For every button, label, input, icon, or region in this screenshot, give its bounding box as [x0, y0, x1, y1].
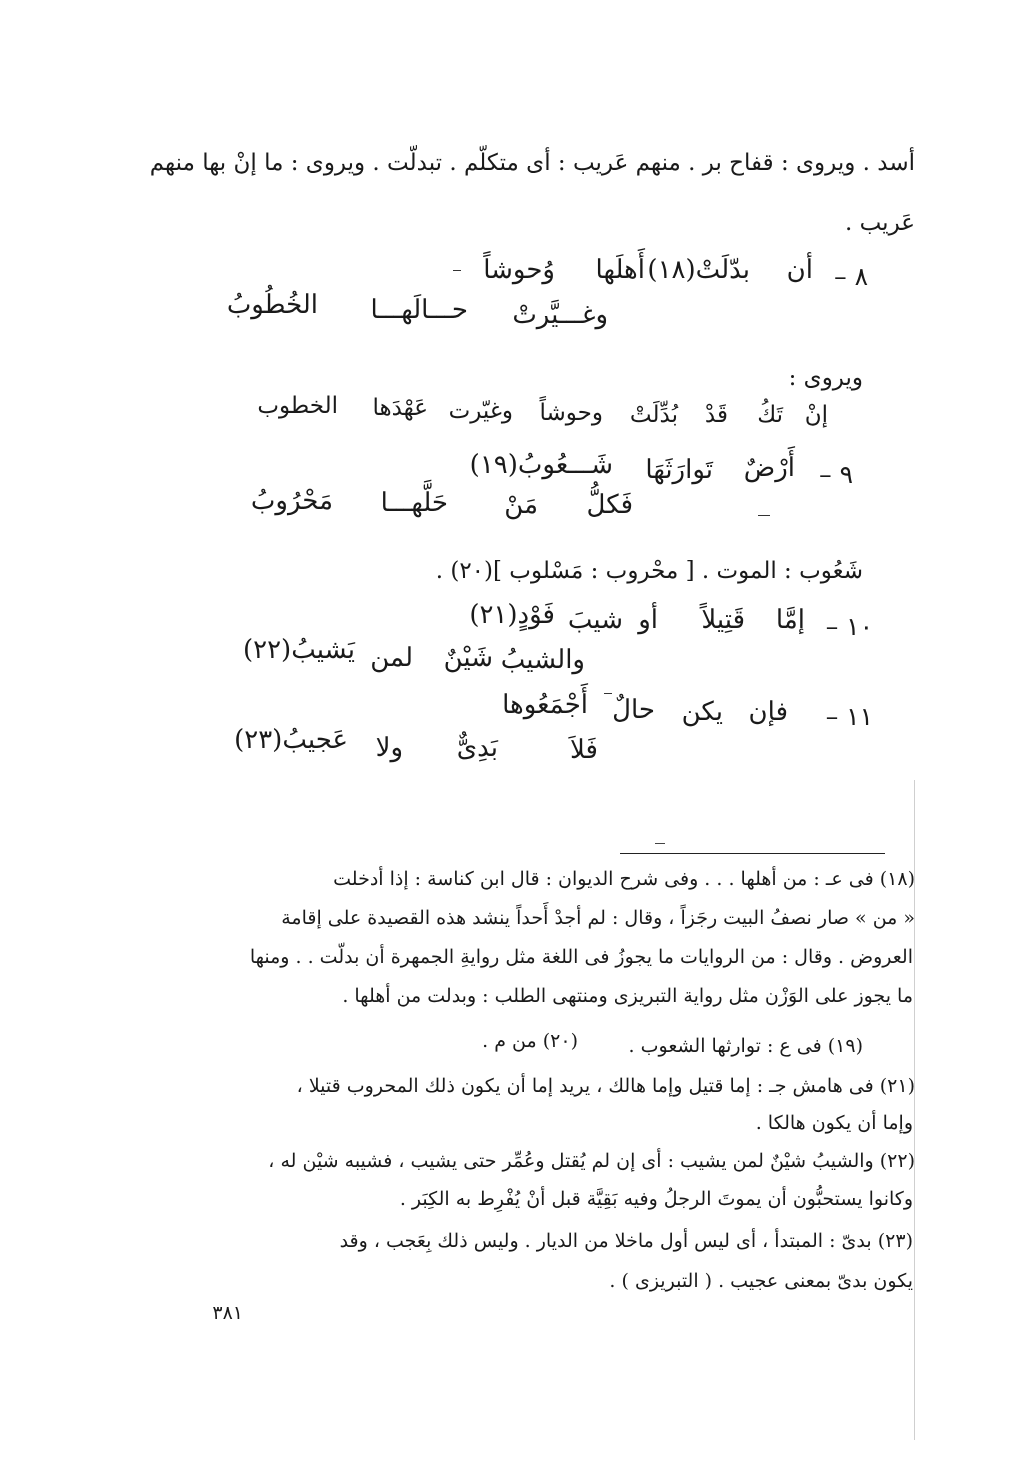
- footnote-21-line-2: وإما أن يكون هالكا .: [755, 1112, 913, 1134]
- verse-8-h2-w3: الخُطُوبُ: [226, 290, 318, 320]
- intro-line-2: عَريب .: [844, 210, 915, 236]
- verse-11-h2-w2: بَدِىٌّ: [456, 733, 498, 763]
- verse-11-separator: [604, 693, 612, 694]
- verse-9-h1-w2: تَوارَثَهَا: [645, 455, 713, 485]
- verse-9-h2-w3: حَلَّهـــا: [380, 488, 448, 518]
- verse-10-h1-w1: إمَّا: [775, 605, 805, 635]
- verse-8-h1-w3: أَهلَها: [595, 255, 645, 285]
- verse-11-h1-w1: فإن: [748, 697, 788, 727]
- variant-w7: عَهْدَها: [372, 395, 428, 421]
- verse-11-h1-w4: أَجْمَعُوها: [502, 690, 588, 720]
- footnote-rule-tick: [655, 843, 665, 844]
- verse-9-h2-w4: مَحْرُوبُ: [250, 486, 333, 516]
- footnote-line-2: « من » صار نصفُ البيت رجَزاً ، وقال : لم أجدْ أَحداً ينشد هذه القصيدة على إقامة: [281, 907, 915, 929]
- verse-9-separator: [758, 515, 770, 516]
- verse-9-number: ٩ –: [819, 460, 853, 489]
- footnote-21-line-1: (٢١) فى هامش جـ : إما قتيل وإما هالك ، يريد إما أن يكون ذلك المحروب قتيلا ،: [296, 1075, 915, 1097]
- variant-w8: الخطوب: [257, 393, 338, 419]
- verse-8-h1-w1: أن: [786, 255, 813, 285]
- verse-11-h1-w3: حالٌ: [612, 695, 655, 725]
- variant-w5: وحوشاً: [539, 400, 603, 426]
- verse-11-number: ١١ –: [825, 702, 873, 731]
- verse-8-h2-w1: وغـــيَّرتْ: [512, 300, 608, 330]
- verse-8-separator: [453, 270, 461, 271]
- page-number: ٣٨١: [212, 1302, 243, 1324]
- footnote-22-line-1: (٢٢) والشيبُ شيْنٌ لمن يشيب : أى إن لم يُقتل وعُمِّر حتى يشيب ، فشيبه شيْن له ،: [268, 1150, 915, 1172]
- verse-8-h1-w4: وُحوشاً: [483, 255, 555, 285]
- verse-10-h1-w5: فَوْدٍ(٢١): [469, 600, 555, 630]
- verse-11-h1-w2: يكن: [681, 697, 723, 727]
- verse-11-h2-w3: ولا: [375, 733, 403, 763]
- verse-9-h1-w3: شَـــعُوبُ(١٩): [469, 450, 613, 480]
- variant-w4: بُدِّلَتْ: [629, 402, 678, 428]
- verse-8-number: ٨ –: [834, 262, 868, 291]
- intro-line-1: أسد . ويروى : قفاح بر . منهم عَريب : أى متكلّم . تبدلّت . ويروى : ما إنْ بها منهم: [149, 150, 915, 176]
- footnote-line-3: العروض . وقال : من الروايات ما يجوزُ فى اللغة مثل روايةِ الجمهرة أن بدلّت . . ومنها: [249, 946, 913, 968]
- footnote-19: (١٩) فى ع : توارثها الشعوب .: [628, 1035, 863, 1057]
- verse-10-h1-w2: قَتِيلاً: [701, 605, 745, 635]
- verse-8-h1-w2: بدّلَتْ(١٨): [647, 255, 750, 285]
- footnote-line-1: (١٨) فى عـ : من أهلها . . . وفى شرح الديوان : قال ابن كناسة : إذا أدخلت: [333, 868, 915, 890]
- footnote-line-4: ما يجوز على الوَزْن مثل رواية التبريزى ومنتهى الطلب : وبدلت من أهلها .: [342, 985, 913, 1007]
- footnote-23-line-1: (٢٣) بدىّ : المبتدأ ، أى ليس أول ماخلا من الديار . وليس ذلك بِعَجب ، وقد: [339, 1230, 913, 1252]
- variant-w3: قَدْ: [704, 402, 728, 428]
- variant-w6: وغيّرت: [448, 398, 513, 424]
- verse-9-h2-w2: مَنْ: [504, 490, 538, 520]
- verse-10-h2-w2: شَيْنٌ: [443, 643, 493, 673]
- footnote-23-line-2: يكون بدىّ بمعنى عجيب . ( التبريزى ) .: [609, 1270, 913, 1292]
- verse-8-h2-w2: حـــالَهـــا: [370, 295, 468, 325]
- verse-9-h2-w1: فَكلُّ: [586, 490, 633, 520]
- verse-10-h2-w4: يَشيبُ(٢٢): [242, 635, 355, 665]
- footnote-20: (٢٠) من م .: [482, 1030, 578, 1052]
- verse-10-h2-w3: لمن: [370, 643, 413, 673]
- verse-9-h1-w1: أَرْضٌ: [743, 453, 795, 483]
- verse-10-h1-w3: أو: [638, 605, 658, 635]
- variant-w2: تَكُ: [757, 402, 783, 428]
- verse-10-h2-w1: والشيبُ: [500, 645, 585, 675]
- verse-10-number: ١٠ –: [825, 612, 873, 641]
- footnote-rule: [620, 853, 885, 854]
- verse-11-h2-w1: فَلاَ: [570, 735, 598, 765]
- verse-11-h2-w4: عَجيبُ(٢٣): [234, 725, 348, 755]
- verse-10-h1-w4: شيبَ: [567, 605, 623, 635]
- gloss-9: شَعُوب : الموت . [ محْروب : مَسْلوب ](٢٠) .: [435, 558, 863, 584]
- footnote-22-line-2: وكانوا يستحبُّون أن يموتَ الرجلُ وفيه بَقِيَّة قبل أنْ يُفْرِط به الكِبَر .: [399, 1188, 913, 1210]
- variant-w1: إنْ: [804, 402, 828, 428]
- variant-label: ويروى :: [788, 365, 863, 391]
